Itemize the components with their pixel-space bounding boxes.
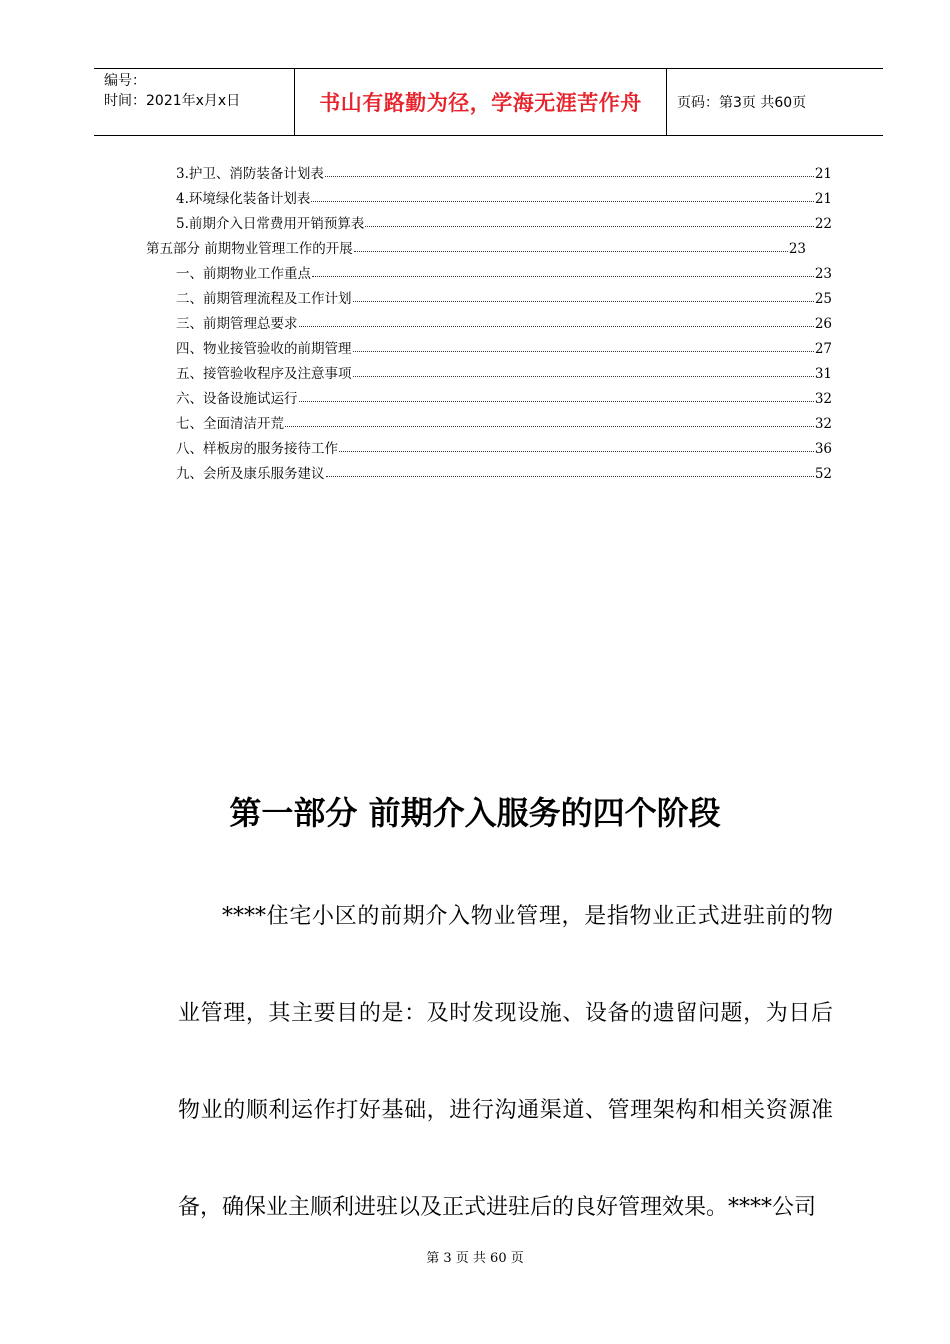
toc-entry-title: 九、会所及康乐服务建议 [176,466,325,482]
toc-entry-page: 22 [814,216,832,232]
document-number-label: 编号： [104,73,146,89]
toc-entry[interactable] [176,435,832,457]
toc-entry-title: 八、样板房的服务接待工作 [176,441,338,457]
toc-entry-page: 23 [788,241,806,257]
toc-entry[interactable] [176,210,832,232]
toc-entry-title: 3.护卫、消防装备计划表 [176,166,324,182]
toc-entry[interactable] [176,260,832,282]
header-page-info-cell [667,69,883,135]
header-motto: 书山有路勤为径，学海无涯苦作舟 [319,91,642,115]
toc-entry[interactable] [176,185,832,207]
toc-leader-dots [299,326,814,327]
toc-entry-title: 四、物业接管验收的前期管理 [176,341,352,357]
toc-entry-title: 七、全面清洁开荒 [176,416,284,432]
toc-leader-dots [312,276,814,277]
header-motto-cell [294,69,667,135]
toc-entry[interactable] [176,360,832,382]
toc-leader-dots [353,301,814,302]
toc-entry-title: 4.环境绿化装备计划表 [176,191,311,207]
toc-leader-dots [326,476,814,477]
toc-section-entry[interactable] [146,235,806,257]
toc-entry-page: 36 [814,441,832,457]
header-page-info: 页码：第3页 共60页 [677,95,807,111]
toc-entry-page: 27 [814,341,832,357]
toc-leader-dots [285,426,814,427]
toc-leader-dots [353,376,814,377]
toc-entry-title: 5.前期介入日常费用开销预算表 [176,216,365,232]
header-meta [94,69,294,135]
body-paragraph: ****住宅小区的前期介入物业管理，是指物业正式进驻前的物业管理，其主要目的是：及时发现设施、设备的遗留问题，为日后物业的顺利运作打好基础，进行沟通渠道、管理架构和相关资源准备，确保业主顺利进驻以及正式进驻后的良好管理效果。****公司 [178,904,833,1220]
toc-leader-dots [354,251,788,252]
toc-entry-page: 25 [814,291,832,307]
toc-entry-page: 26 [814,316,832,332]
document-time-label: 时间：2021年x月x日 [104,93,241,109]
toc-entry[interactable] [176,160,832,182]
toc-entry-title: 三、前期管理总要求 [176,316,298,332]
toc-leader-dots [353,351,814,352]
toc-entry-title: 五、接管验收程序及注意事项 [176,366,352,382]
toc-leader-dots [365,226,813,227]
toc-entry[interactable] [176,410,832,432]
toc-entry-page: 32 [814,416,832,432]
page-header [94,68,883,136]
toc-entry-page: 23 [814,266,832,282]
toc-entry-page: 52 [814,466,832,482]
section-heading: 第一部分 前期介入服务的四个阶段 [229,794,721,832]
toc-entry-page: 21 [814,191,832,207]
page-footer: 第 3 页 共 60 页 [426,1251,524,1266]
toc-entry-title: 第五部分 前期物业管理工作的开展 [146,241,353,257]
toc-entry[interactable] [176,335,832,357]
toc-entry[interactable] [176,285,832,307]
toc-entry-title: 一、前期物业工作重点 [176,266,311,282]
toc-leader-dots [311,201,813,202]
toc-leader-dots [325,176,814,177]
toc-entry-page: 31 [814,366,832,382]
toc-entry-page: 32 [814,391,832,407]
toc-entry-page: 21 [814,166,832,182]
toc-leader-dots [299,401,814,402]
toc-leader-dots [339,451,814,452]
toc-entry[interactable] [176,460,832,482]
toc-entry[interactable] [176,385,832,407]
toc-entry-title: 六、设备设施试运行 [176,391,298,407]
toc-entry-title: 二、前期管理流程及工作计划 [176,291,352,307]
toc-entry[interactable] [176,310,832,332]
